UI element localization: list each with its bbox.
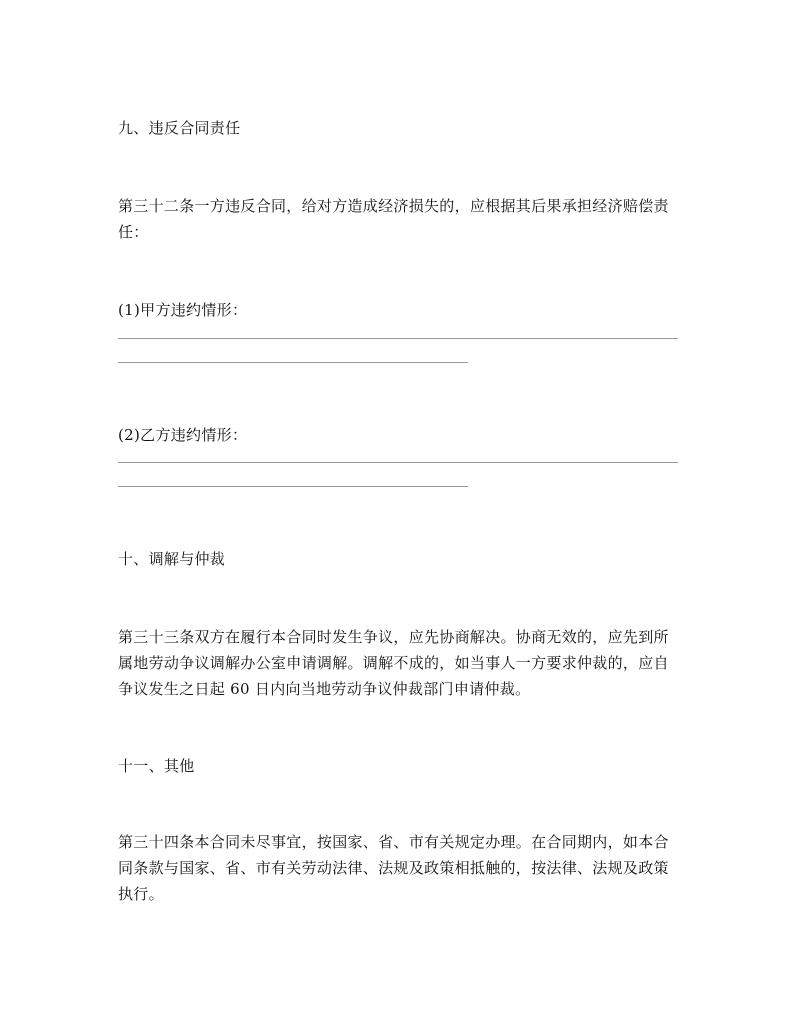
party-b-fill-line-1 [118, 462, 678, 463]
article-33-line-1: 第三十三条双方在履行本合同时发生争议，应先协商解决。协商无效的，应先到所 [118, 628, 669, 646]
article-32-line-1: 第三十二条一方违反合同，给对方造成经济损失的，应根据其后果承担经济赔偿责 [118, 197, 669, 215]
section-heading-9: 九、违反合同责任 [118, 119, 241, 137]
article-32-line-2: 任： [118, 223, 149, 241]
party-a-breach-label: (1)甲方违约情形： [118, 301, 248, 319]
party-b-breach-label: (2)乙方违约情形： [118, 426, 248, 444]
section-heading-10: 十、调解与仲裁 [118, 550, 226, 568]
article-33-line-2: 属地劳动争议调解办公室申请调解。调解不成的，如当事人一方要求仲裁的，应自 [118, 654, 669, 672]
section-heading-11: 十一、其他 [118, 757, 195, 775]
article-33-line-3: 争议发生之日起 60 日内向当地劳动争议仲裁部门申请仲裁。 [118, 680, 531, 698]
party-b-fill-line-2 [118, 486, 468, 487]
article-34-line-1: 第三十四条本合同未尽事宜，按国家、省、市有关规定办理。在合同期内，如本合 [118, 833, 669, 851]
party-a-fill-line-2 [118, 362, 468, 363]
party-a-fill-line-1 [118, 338, 678, 339]
article-34-line-3: 执行。 [118, 885, 164, 903]
article-34-line-2: 同条款与国家、省、市有关劳动法律、法规及政策相抵触的，按法律、法规及政策 [118, 859, 669, 877]
